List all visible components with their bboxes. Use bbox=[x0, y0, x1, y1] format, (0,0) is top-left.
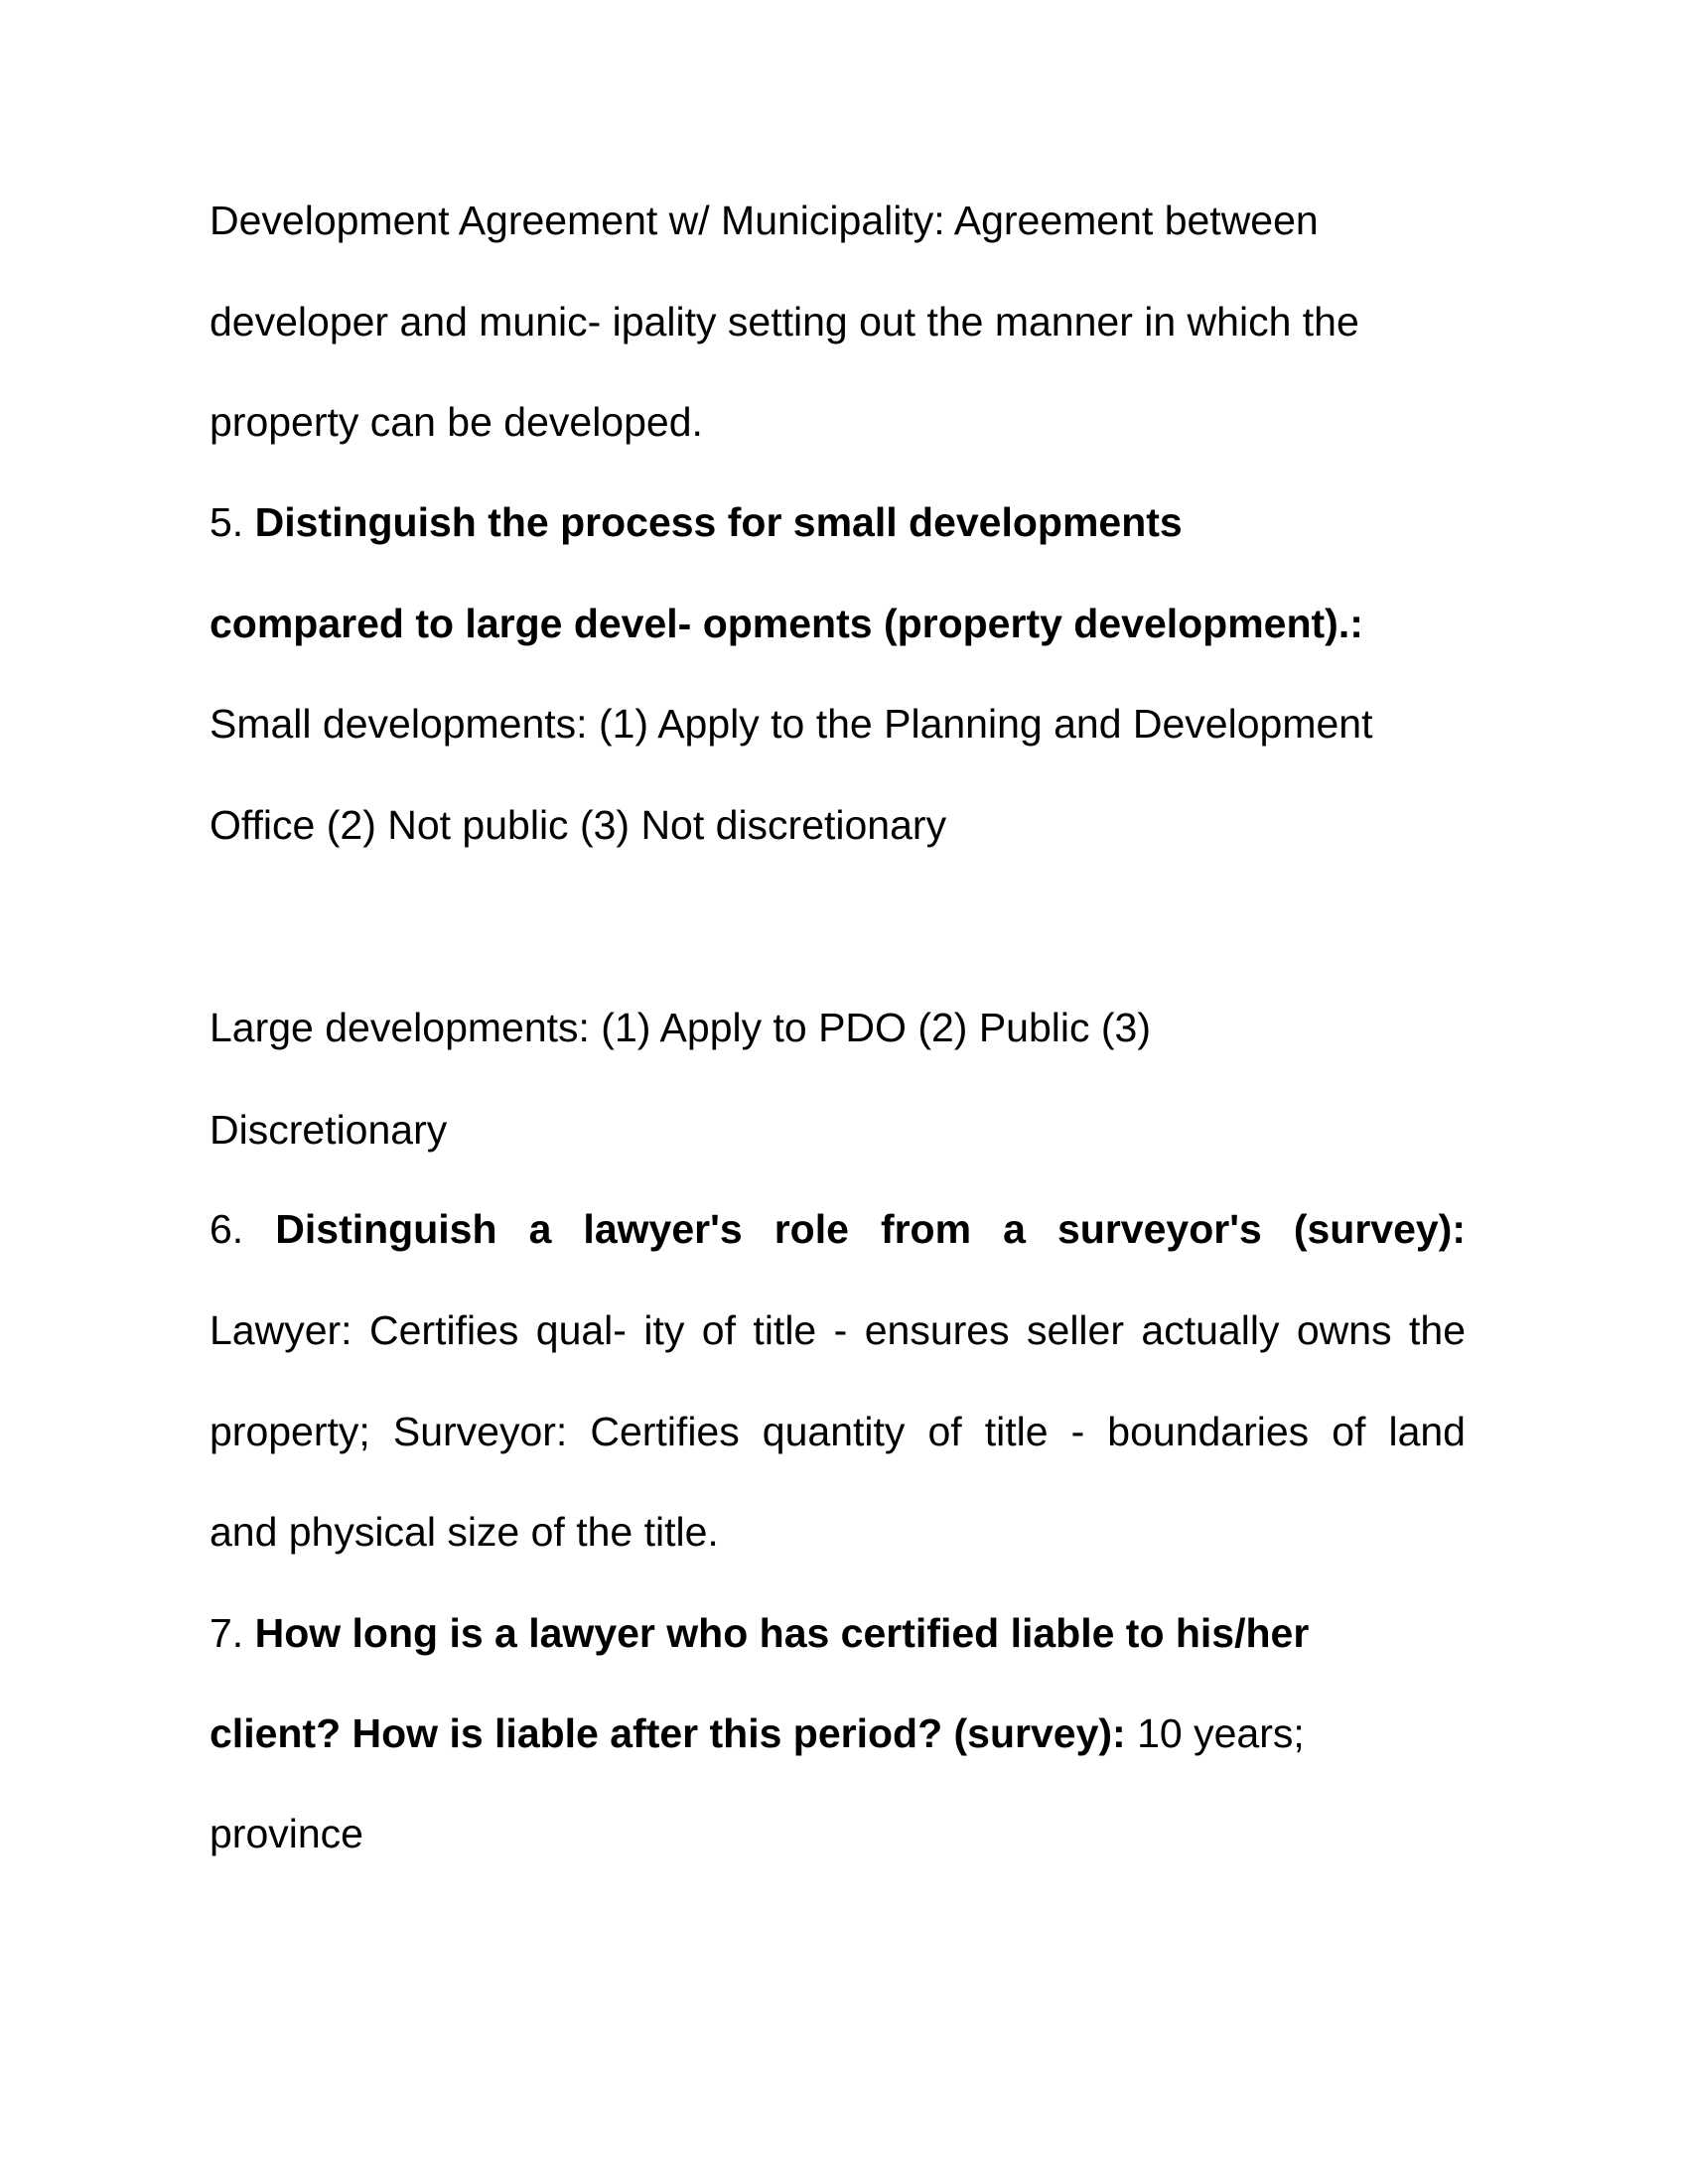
q5-heading-line-1 bbox=[210, 492, 1183, 552]
intro-line-2: developer and munic- ipality setting out the manner in which the bbox=[210, 299, 1359, 344]
intro-line-1: Development Agreement w/ Municipality: Agreement between bbox=[210, 198, 1319, 243]
q7-question-1: How long is a lawyer who has certified liable to his/her bbox=[254, 1610, 1310, 1656]
q5-answer-large-2: Discretionary bbox=[210, 1107, 448, 1153]
q7-question-2: client? How is liable after this period? (survey): bbox=[210, 1710, 1126, 1756]
q7-answer-2: province bbox=[210, 1811, 363, 1856]
q6-number: 6. bbox=[210, 1206, 244, 1252]
q5-answer-large-1: Large developments: (1) Apply to PDO (2) Public (3) bbox=[210, 1005, 1151, 1050]
q6-answer-2: property; Surveyor: Certifies quantity of title - boundaries of land bbox=[210, 1409, 1466, 1454]
q7-number: 7. bbox=[210, 1610, 244, 1656]
q6-answer-1: Lawyer: Certifies qual- ity of title - ensures seller actually owns the bbox=[210, 1307, 1466, 1353]
q6-answer-3: and physical size of the title. bbox=[210, 1509, 719, 1555]
q5-number: 5. bbox=[210, 499, 244, 545]
q6-heading bbox=[210, 1199, 1466, 1259]
q5-answer-small-2: Office (2) Not public (3) Not discretionary bbox=[210, 802, 947, 848]
q7-answer-inline: 10 years; bbox=[1137, 1710, 1305, 1756]
q7-heading-line-2 bbox=[210, 1704, 1305, 1763]
intro-line-3: property can be developed. bbox=[210, 399, 703, 445]
q5-heading-line-2: compared to large devel- opments (property development).: bbox=[210, 601, 1363, 646]
q5-question: Distinguish the process for small developments bbox=[254, 499, 1183, 545]
q5-answer-small-1: Small developments: (1) Apply to the Planning and Development bbox=[210, 701, 1373, 747]
q7-heading-line-1 bbox=[210, 1603, 1309, 1663]
q6-question: Distinguish a lawyer's role from a surveyor's (survey): bbox=[275, 1206, 1466, 1252]
